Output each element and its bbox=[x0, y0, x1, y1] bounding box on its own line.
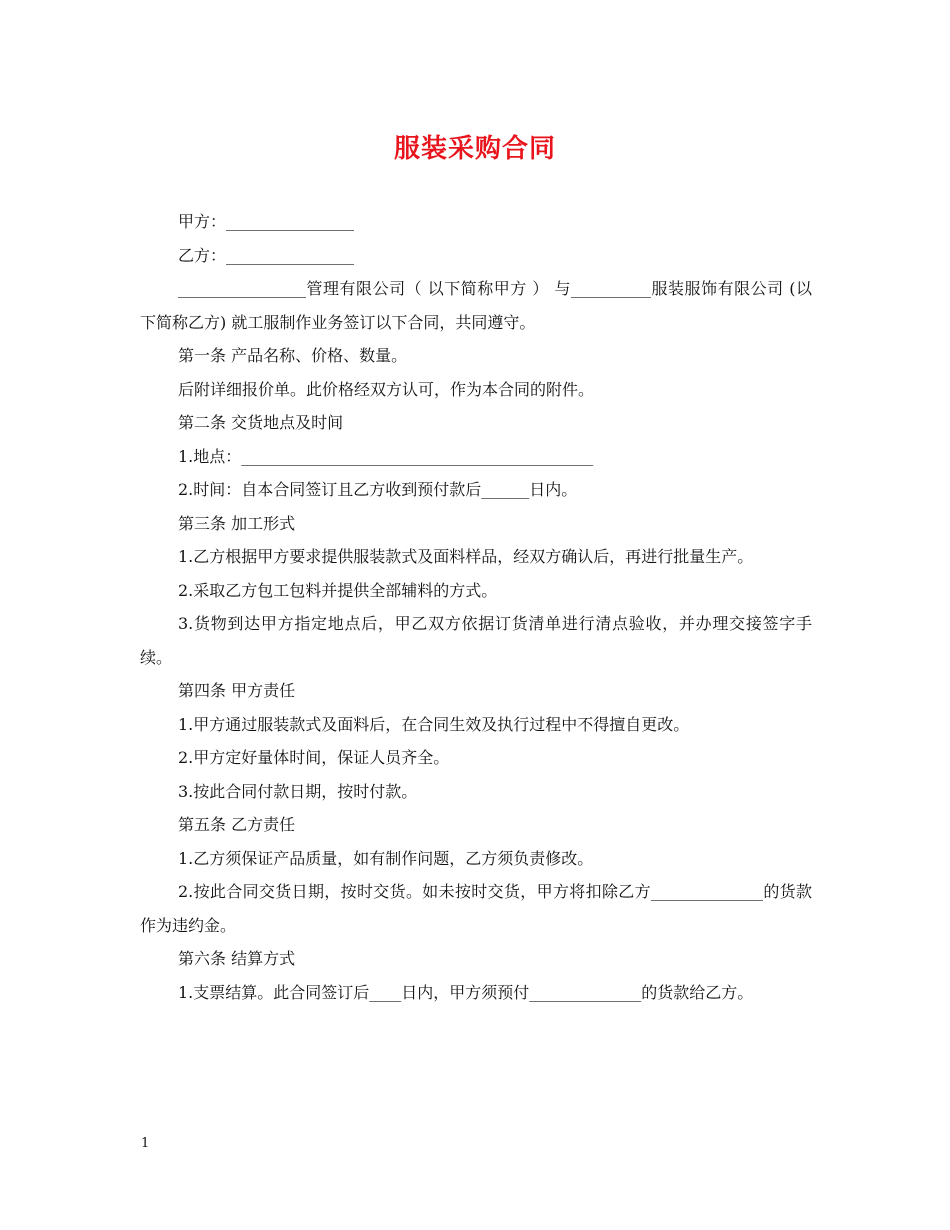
article-5-heading: 第五条 乙方责任 bbox=[178, 815, 296, 834]
article-3-item-3: 3.货物到达甲方指定地点后，甲乙双方依据订货清单进行清点验收，并办理交接签字手续。 bbox=[140, 614, 812, 667]
article-1-text: 后附详细报价单。此价格经双方认可，作为本合同的附件。 bbox=[178, 379, 595, 399]
party-b-line: 乙方：________________ bbox=[178, 245, 355, 265]
article-4-item-2: 2.甲方定好量体时间，保证人员齐全。 bbox=[178, 748, 450, 767]
article-4-item-3: 3.按此合同付款日期，按时付款。 bbox=[178, 781, 418, 801]
page-number: 1 bbox=[141, 1136, 150, 1151]
article-2-item-1: 1.地点：____________________________________________ bbox=[178, 446, 594, 466]
article-3-heading: 第三条 加工形式 bbox=[178, 513, 296, 533]
article-3-item-1: 1.乙方根据甲方要求提供服装款式及面料样品，经双方确认后，再进行批量生产。 bbox=[178, 547, 754, 566]
article-5-item-1: 1.乙方须保证产品质量，如有制作问题，乙方须负责修改。 bbox=[178, 848, 594, 868]
document-title: 服装采购合同 bbox=[393, 134, 556, 164]
article-6-heading: 第六条 结算方式 bbox=[178, 949, 296, 968]
article-6-item-1: 1.支票结算。此合同签订后____日内，甲方须预付______________的货款给乙方。 bbox=[178, 982, 754, 1002]
contract-body bbox=[140, 205, 812, 1009]
article-1-heading: 第一条 产品名称、价格、数量。 bbox=[178, 346, 408, 365]
article-3-item-2: 2.采取乙方包工包料并提供全部辅料的方式。 bbox=[178, 580, 498, 600]
article-5-item-2: 2.按此合同交货日期，按时交货。如未按时交货，甲方将扣除乙方______________的货款作为违约金。 bbox=[140, 882, 812, 935]
article-4-heading: 第四条 甲方责任 bbox=[178, 681, 296, 700]
article-2-item-2: 2.时间：自本合同签订且乙方收到预付款后______日内。 bbox=[178, 480, 578, 499]
preamble-paragraph: ________________管理有限公司（ 以下简称甲方 ） 与__________服装服饰有限公司 (以下简称乙方) 就工服制作业务签订以下合同，共同遵守。 bbox=[140, 279, 812, 332]
article-2-heading: 第二条 交货地点及时间 bbox=[178, 413, 344, 432]
article-4-item-1: 1.甲方通过服装款式及面料后，在合同生效及执行过程中不得擅自更改。 bbox=[178, 714, 690, 734]
party-a-line: 甲方：________________ bbox=[178, 212, 355, 231]
